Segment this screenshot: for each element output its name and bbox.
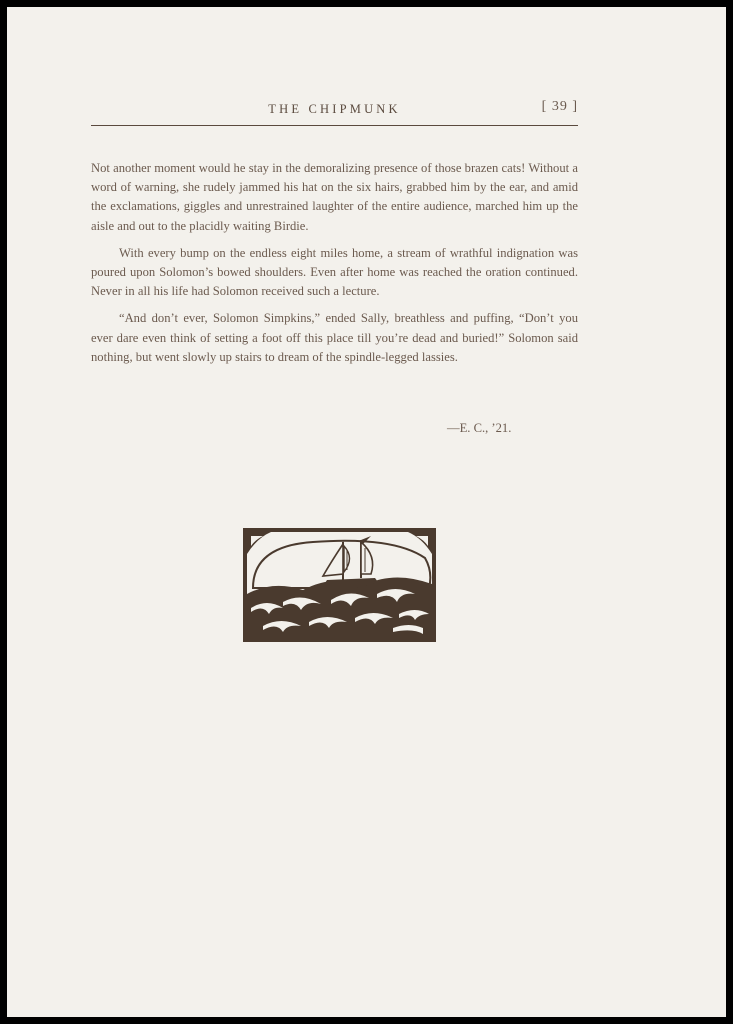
author-signature: —E. C., ’21. [447, 421, 512, 435]
sailing-ship-icon [243, 528, 436, 647]
story-text [91, 159, 578, 375]
paragraph-2: With every bump on the endless eight miles home, a stream of wrathful indignation was poured upon Solomon’s bowed shoulders. Even after home was reached the oration continued. Never in all his life had Solomon received such a lecture. [91, 245, 578, 299]
paragraph-3: “And don’t ever, Solomon Simpkins,” ended Sally, breathless and puffing, “Don’t you ever dare even think of setting a foot off this place till you’re dead and buried!” Solomon said nothing, but went slowly up stairs to dream of the spindle-legged lassies. [91, 311, 578, 364]
document-page [7, 7, 726, 1017]
running-header [91, 97, 578, 127]
journal-title: THE CHIPMUNK [268, 102, 401, 116]
page-number: [ 39 ] [541, 99, 578, 114]
paragraph-1: Not another moment would he stay in the demoralizing presence of those brazen cats! Without a word of warning, she rudely jammed his hat on the six hairs, grabbed him by the ear, and amid the exclamations, giggles and unrestrained laughter of the entire audience, marched him up the aisle and out to the placidly waiting Birdie. [91, 161, 578, 233]
header-rule [91, 125, 578, 126]
